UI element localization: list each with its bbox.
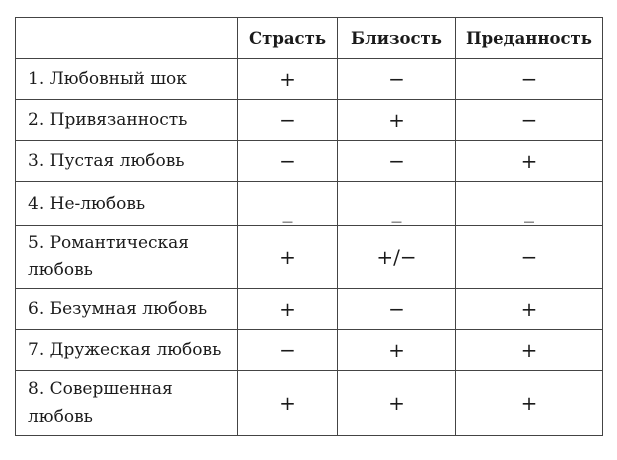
row-label: 7. Дружеская любовь bbox=[16, 330, 238, 371]
cell-intimacy: + bbox=[338, 330, 456, 371]
cell-intimacy: − bbox=[338, 289, 456, 330]
cell-commitment: + bbox=[456, 330, 603, 371]
header-empty bbox=[16, 18, 238, 59]
cell-intimacy: − bbox=[338, 141, 456, 182]
cell-passion: − bbox=[238, 100, 338, 141]
table-row bbox=[16, 371, 603, 436]
cell-intimacy: +/− bbox=[338, 226, 456, 289]
row-label: 3. Пустая любовь bbox=[16, 141, 238, 182]
cell-intimacy: + bbox=[338, 371, 456, 436]
row-label: 2. Привязанность bbox=[16, 100, 238, 141]
cell-passion: + bbox=[238, 59, 338, 100]
row-label: 1. Любовный шок bbox=[16, 59, 238, 100]
cell-passion: + bbox=[238, 289, 338, 330]
cell-commitment: − bbox=[456, 226, 603, 289]
row-label: 5. Романтическая любовь bbox=[16, 226, 238, 289]
cell-passion: + bbox=[238, 371, 338, 436]
cell-commitment: + bbox=[456, 371, 603, 436]
cell-commitment: + bbox=[456, 141, 603, 182]
table-row bbox=[16, 182, 603, 226]
table-container bbox=[15, 17, 603, 436]
cell-intimacy: − bbox=[338, 59, 456, 100]
table-row bbox=[16, 289, 603, 330]
cell-commitment: _ bbox=[456, 182, 603, 226]
table-row bbox=[16, 330, 603, 371]
cell-passion: + bbox=[238, 226, 338, 289]
table-row bbox=[16, 100, 603, 141]
header-commitment: Преданность bbox=[456, 18, 603, 59]
cell-passion: − bbox=[238, 141, 338, 182]
table-row bbox=[16, 141, 603, 182]
header-row bbox=[16, 18, 603, 59]
cell-passion: − bbox=[238, 330, 338, 371]
table-row bbox=[16, 59, 603, 100]
row-label: 4. Не-любовь bbox=[16, 182, 238, 226]
cell-commitment: + bbox=[456, 289, 603, 330]
love-types-table bbox=[15, 17, 603, 436]
cell-commitment: − bbox=[456, 59, 603, 100]
table-row bbox=[16, 226, 603, 289]
row-label: 6. Безумная любовь bbox=[16, 289, 238, 330]
cell-intimacy: + bbox=[338, 100, 456, 141]
cell-commitment: − bbox=[456, 100, 603, 141]
header-passion: Страсть bbox=[238, 18, 338, 59]
header-intimacy: Близость bbox=[338, 18, 456, 59]
cell-intimacy: _ bbox=[338, 182, 456, 226]
row-label: 8. Совершенная любовь bbox=[16, 371, 238, 436]
cell-passion: _ bbox=[238, 182, 338, 226]
